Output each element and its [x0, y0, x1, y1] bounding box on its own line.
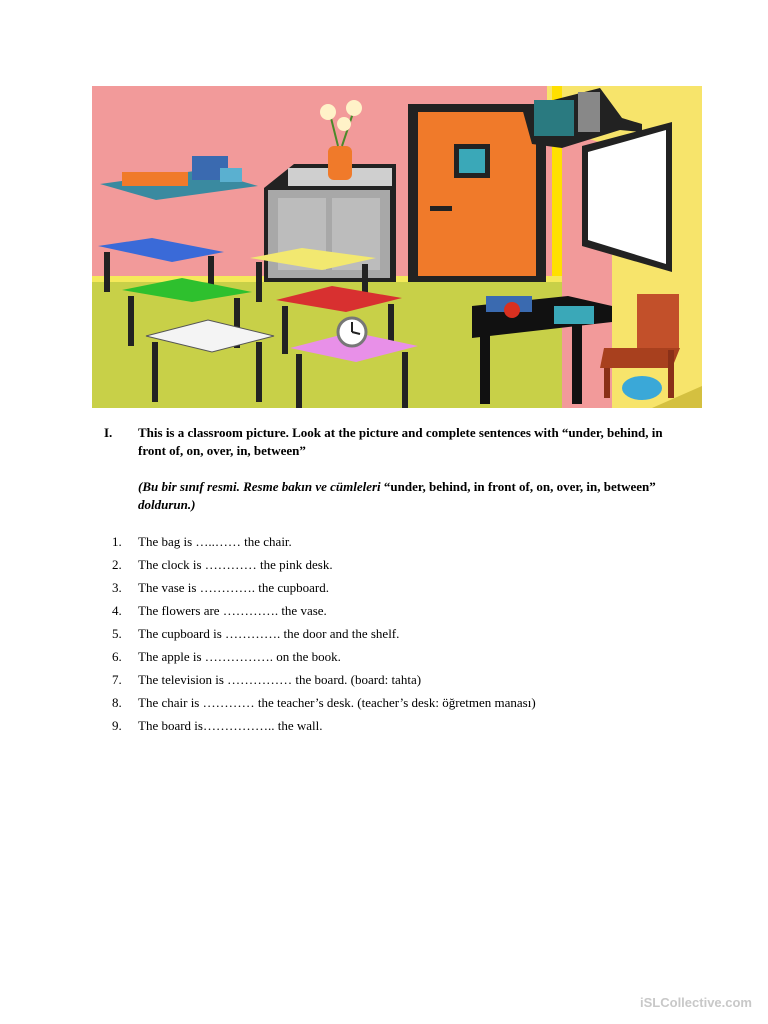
clock-icon	[338, 318, 366, 346]
bag-icon	[622, 376, 662, 400]
item-text: The vase is …………. the cupboard.	[138, 580, 329, 595]
item-text: The television is …………… the board. (board: tahta)	[138, 672, 422, 687]
list-item	[104, 645, 704, 668]
item-text: The bag is …..…… the chair.	[138, 534, 292, 549]
item-number: 4.	[112, 603, 122, 618]
watermark: iSLCollective.com	[640, 995, 752, 1010]
instruction-turkish-words: “under, behind, in front of, on, over, in, between”	[383, 479, 656, 494]
instruction-turkish-italic: (Bu bir sınıf resmi. Resme bakın ve cümleleri	[138, 479, 381, 494]
item-number: 3.	[112, 580, 122, 595]
list-item	[104, 530, 704, 553]
item-text: The clock is ………… the pink desk.	[138, 557, 333, 572]
board	[582, 122, 672, 272]
item-number: 5.	[112, 626, 122, 641]
item-number: 1.	[112, 534, 122, 549]
list-item	[104, 691, 704, 714]
section-number: I.	[104, 425, 113, 440]
list-item	[104, 576, 704, 599]
item-number: 7.	[112, 672, 122, 687]
item-text: The board is…………….. the wall.	[138, 718, 323, 733]
instruction-turkish-end: doldurun.)	[138, 497, 196, 512]
list-item	[104, 553, 704, 576]
classroom-illustration	[92, 86, 702, 408]
item-text: The flowers are …………. the vase.	[138, 603, 327, 618]
item-text: The chair is ………… the teacher’s desk. (teacher’s desk: öğretmen manası)	[138, 695, 536, 710]
door	[408, 104, 546, 282]
exercise-list	[104, 530, 704, 737]
exercise-section	[104, 424, 674, 514]
instruction-turkish	[138, 478, 674, 514]
item-text: The apple is ……………. on the book.	[138, 649, 341, 664]
item-number: 8.	[112, 695, 122, 710]
item-number: 2.	[112, 557, 122, 572]
list-item	[104, 714, 704, 737]
item-number: 6.	[112, 649, 122, 664]
instruction-english: This is a classroom picture. Look at the picture and complete sentences with “under, behind, in front of, on, over, in, between”	[138, 425, 663, 458]
list-item	[104, 599, 704, 622]
item-number: 9.	[112, 718, 122, 733]
list-item	[104, 622, 704, 645]
item-text: The cupboard is …………. the door and the shelf.	[138, 626, 400, 641]
list-item	[104, 668, 704, 691]
